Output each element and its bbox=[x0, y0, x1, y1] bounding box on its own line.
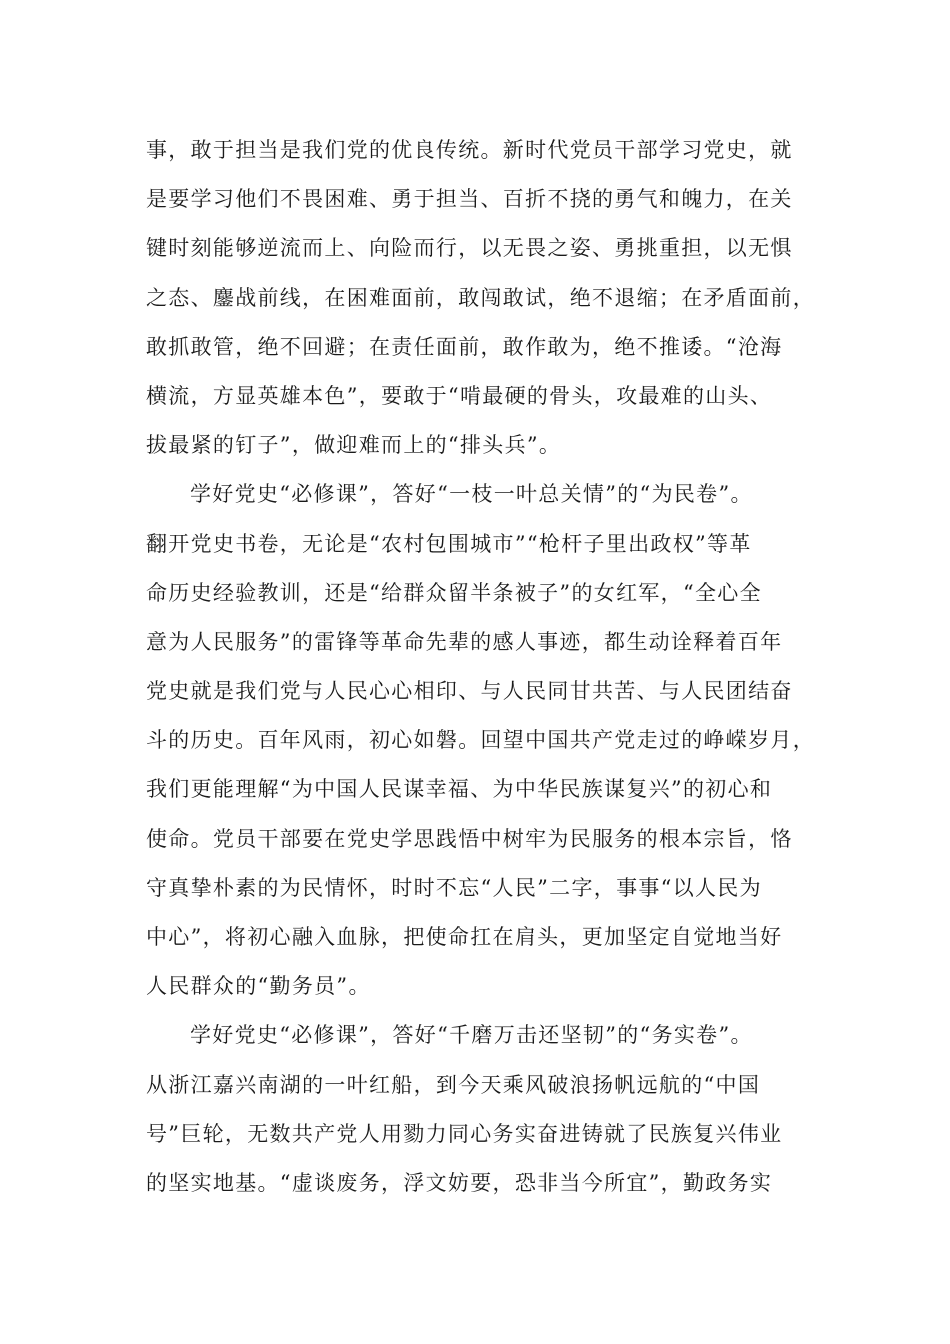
paragraph-start-line: 学好党史“必修课”，答好“千磨万击还坚韧”的“务实卷”。 bbox=[190, 1023, 753, 1048]
text-line: 守真挚朴素的为民情怀，时时不忘“人民”二字，事事“以人民为 bbox=[146, 875, 762, 900]
text-line: 键时刻能够逆流而上、向险而行，以无畏之姿、勇挑重担，以无惧 bbox=[146, 236, 793, 261]
text-line: 事，敢于担当是我们党的优良传统。新时代党员干部学习党史，就 bbox=[146, 138, 793, 162]
text-line: 我们更能理解“为中国人民谋幸福、为中华民族谋复兴”的初心和 bbox=[146, 777, 773, 802]
text-line: 之态、鏖战前线，在困难面前，敢闯敢试，绝不退缩；在矛盾面前， bbox=[146, 285, 815, 310]
text-line: 意为人民服务”的雷锋等革命先辈的感人事迹，都生动诠释着百年 bbox=[146, 629, 783, 654]
text-line: 从浙江嘉兴南湖的一叶红船，到今天乘风破浪扬帆远航的“中国 bbox=[146, 1072, 761, 1097]
text-line: 横流，方显英雄本色”，要敢于“啃最硬的骨头，攻最难的山头、 bbox=[146, 383, 773, 408]
text-line: 是要学习他们不畏困难、勇于担当、百折不挠的勇气和魄力，在关 bbox=[146, 187, 793, 212]
text-line: 中心”，将初心融入血脉，把使命扛在肩头，更加坚定自觉地当好 bbox=[146, 925, 783, 949]
body-text bbox=[146, 126, 826, 1208]
text-line: 人民群众的“勤务员”。 bbox=[146, 974, 371, 999]
text-line: 号”巨轮，无数共产党人用勠力同心务实奋进铸就了民族复兴伟业 bbox=[146, 1121, 783, 1146]
text-line: 使命。党员干部要在党史学思践悟中树牢为民服务的根本宗旨，恪 bbox=[146, 826, 793, 851]
text-line: 党史就是我们党与人民心心相印、与人民同甘共苦、与人民团结奋 bbox=[146, 679, 793, 704]
text-line: 敢抓敢管，绝不回避；在责任面前，敢作敢为，绝不推诿。“沧海 bbox=[146, 334, 783, 359]
text-line: 斗的历史。百年风雨，初心如磐。回望中国共产党走过的峥嵘岁月， bbox=[146, 728, 815, 753]
text-line: 拔最紧的钉子”，做迎难而上的“排头兵”。 bbox=[146, 433, 562, 458]
text-line: 的坚实地基。“虚谈废务，浮文妨要，恐非当今所宜”，勤政务实 bbox=[146, 1170, 773, 1195]
text-line: 命历史经验教训，还是“给群众留半条被子”的女红军，“全心全 bbox=[146, 580, 762, 605]
paragraph-start-line: 学好党史“必修课”，答好“一枝一叶总关情”的“为民卷”。 bbox=[190, 482, 753, 507]
text-line: 翻开党史书卷，无论是“农村包围城市”“枪杆子里出政权”等革 bbox=[146, 531, 752, 556]
